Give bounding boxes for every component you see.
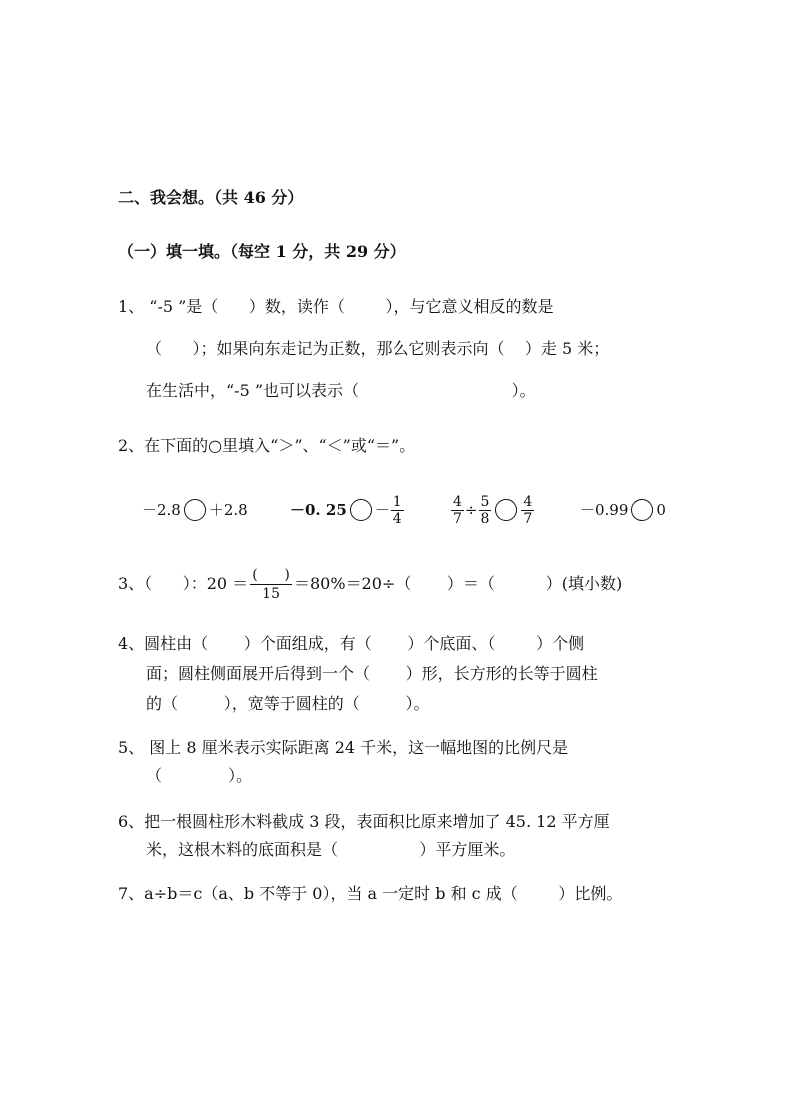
q6-line2: 米，这根木料的底面积是（ ）平方厘米。 bbox=[146, 840, 516, 859]
fraction-denominator: 15 bbox=[250, 584, 292, 603]
compare-b-sign: － bbox=[374, 501, 390, 519]
fraction-denominator: 7 bbox=[523, 510, 533, 527]
section-subtitle: （一）填一填。（每空 1 分，共 29 分） bbox=[118, 242, 406, 261]
fraction bbox=[521, 494, 534, 527]
q6-line1: 6、把一根圆柱形木料截成 3 段，表面积比原来增加了 45. 12 平方厘 bbox=[118, 812, 610, 831]
fraction-denominator: 4 bbox=[392, 510, 402, 527]
fraction bbox=[479, 494, 492, 527]
compare-a-right: ＋2.8 bbox=[208, 501, 248, 519]
q1-line3: 在生活中，“-5 ”也可以表示（ ）。 bbox=[146, 381, 536, 400]
q3-prefix: 3、（ ）：20 ＝ bbox=[118, 574, 249, 593]
fraction-numerator: 5 bbox=[480, 493, 490, 510]
fraction bbox=[451, 494, 464, 527]
q7-line1: 7、a÷b＝c（a、b 不等于 0），当 a 一定时 b 和 c 成（ ）比例。 bbox=[118, 884, 623, 903]
fraction bbox=[250, 566, 292, 603]
q1-line1: 1、 “-5 ”是（ ）数，读作（ ），与它意义相反的数是 bbox=[118, 297, 554, 316]
compare-item-c bbox=[450, 492, 535, 528]
fraction-numerator: ( ) bbox=[252, 566, 290, 583]
answer-circle-icon[interactable] bbox=[350, 499, 372, 521]
answer-circle-icon[interactable] bbox=[495, 499, 517, 521]
fraction bbox=[391, 494, 404, 527]
compare-a-left: －2.8 bbox=[142, 501, 181, 519]
q5-line1: 5、 图上 8 厘米表示实际距离 24 千米，这一幅地图的比例尺是 bbox=[118, 738, 569, 757]
answer-circle-icon[interactable] bbox=[184, 499, 206, 521]
section-title: 二、我会想。（共 46 分） bbox=[118, 188, 304, 207]
answer-circle-icon[interactable] bbox=[631, 499, 653, 521]
compare-item-a bbox=[142, 492, 248, 528]
q4-line2: 面；圆柱侧面展开后得到一个（ ）形，长方形的长等于圆柱 bbox=[146, 664, 598, 683]
fraction-numerator: 4 bbox=[523, 493, 533, 510]
q5-line2: （ ）。 bbox=[146, 766, 253, 785]
compare-item-d bbox=[580, 492, 666, 528]
compare-b-left: －0. 25 bbox=[290, 501, 347, 519]
compare-d-left: －0.99 bbox=[580, 501, 629, 519]
q4-line3: 的（ ），宽等于圆柱的（ ）。 bbox=[146, 694, 430, 713]
q3-suffix: ＝80%＝20÷（ ）＝（ ）(填小数) bbox=[293, 574, 623, 593]
q4-line1: 4、圆柱由（ ）个面组成，有（ ）个底面、（ ）个侧 bbox=[118, 634, 585, 653]
fraction-denominator: 7 bbox=[453, 510, 462, 527]
q1-line2: （ ）；如果向东走记为正数，那么它则表示向（ ）走 5 米； bbox=[146, 339, 610, 358]
compare-item-b bbox=[290, 492, 405, 528]
fraction-numerator: 4 bbox=[453, 493, 462, 510]
divide-sign: ÷ bbox=[464, 501, 478, 519]
compare-d-right: 0 bbox=[656, 501, 666, 519]
fraction-numerator: 1 bbox=[392, 493, 402, 510]
q2-line1: 2、在下面的○里填入“＞”、“＜”或“＝”。 bbox=[118, 436, 416, 455]
q3-line bbox=[118, 564, 622, 604]
fraction-denominator: 8 bbox=[480, 510, 490, 527]
